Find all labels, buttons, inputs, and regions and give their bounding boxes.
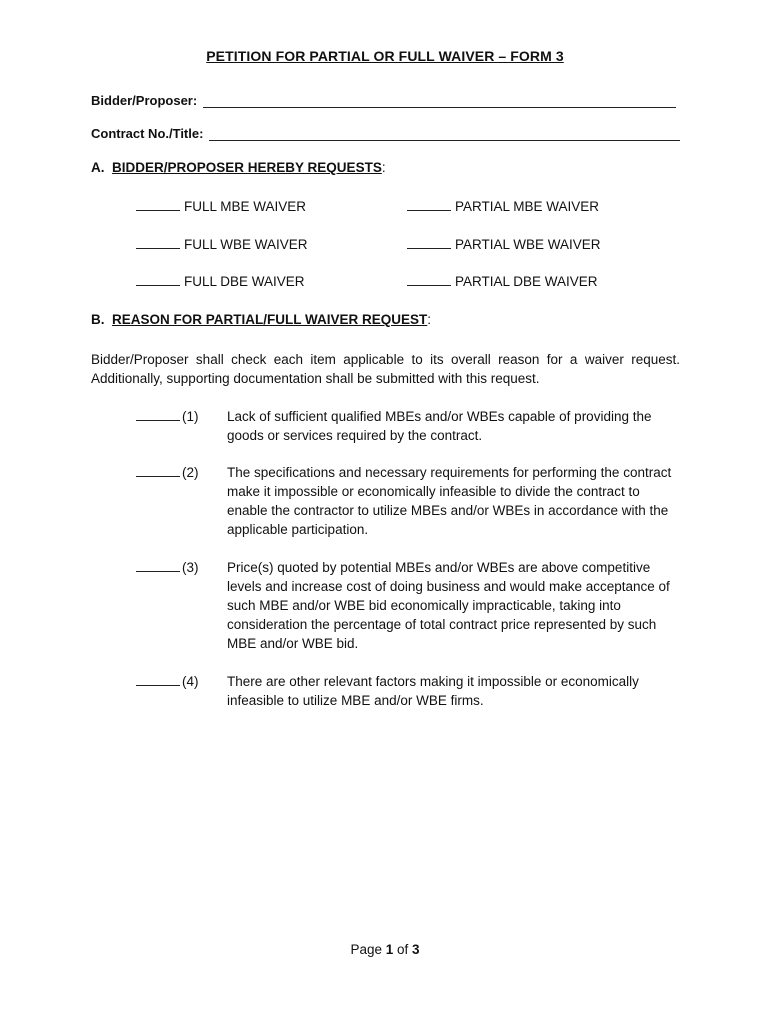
- option-full-wbe-waiver: [136, 236, 308, 252]
- reason-item-number: (2): [182, 465, 199, 480]
- page-number: [0, 942, 770, 957]
- current-page: 1: [385, 942, 394, 957]
- option-label: FULL DBE WAIVER: [184, 274, 305, 289]
- reason-item-text: Lack of sufficient qualified MBEs and/or WBEs capable of providing the goods or services required by the contract.: [227, 409, 652, 443]
- checkbox-blank-full-mbe[interactable]: [136, 198, 180, 211]
- section-b-intro: Bidder/Proposer shall check each item applicable to its overall reason for a waiver request. Additionally, supporting documentation shall be submitted with this request.: [91, 352, 680, 386]
- reason-item-2: [136, 463, 686, 541]
- checkbox-blank-partial-wbe[interactable]: [407, 236, 451, 249]
- document-title: PETITION FOR PARTIAL OR FULL WAIVER – FORM 3: [206, 48, 564, 64]
- section-b-title: REASON FOR PARTIAL/FULL WAIVER REQUEST: [112, 312, 428, 327]
- checkbox-blank-reason-2[interactable]: [136, 464, 180, 477]
- section-b-colon: :: [427, 312, 432, 327]
- section-b-heading: [91, 312, 431, 327]
- option-full-mbe-waiver: [136, 198, 306, 214]
- reason-item-number: (1): [182, 409, 199, 424]
- checkbox-blank-full-wbe[interactable]: [136, 236, 180, 249]
- bidder-proposer-input-line[interactable]: [203, 93, 676, 108]
- bidder-proposer-field: [91, 88, 676, 108]
- section-b-prefix: B.: [91, 312, 105, 327]
- contract-title-input-line[interactable]: [209, 126, 680, 141]
- option-full-dbe-waiver: [136, 273, 305, 289]
- option-partial-wbe-waiver: [407, 236, 601, 252]
- section-a-title: BIDDER/PROPOSER HEREBY REQUESTS: [112, 160, 382, 175]
- checkbox-blank-reason-3[interactable]: [136, 559, 180, 572]
- reason-item-number: (4): [182, 674, 199, 689]
- option-label: FULL MBE WAIVER: [184, 199, 307, 214]
- option-label: PARTIAL DBE WAIVER: [455, 274, 598, 289]
- reason-item-marker: [136, 558, 199, 577]
- reason-item-number: (3): [182, 560, 199, 575]
- checkbox-blank-partial-dbe[interactable]: [407, 273, 451, 286]
- section-a-heading: [91, 160, 386, 175]
- checkbox-blank-reason-1[interactable]: [136, 408, 180, 421]
- option-label: PARTIAL WBE WAIVER: [455, 237, 601, 252]
- option-partial-mbe-waiver: [407, 198, 599, 214]
- contract-title-label: Contract No./Title:: [91, 126, 204, 141]
- reason-item-1: [136, 407, 686, 447]
- reason-item-text: There are other relevant factors making it impossible or economically infeasible to utilize MBE and/or WBE firms.: [227, 674, 639, 708]
- option-label: FULL WBE WAIVER: [184, 237, 308, 252]
- total-pages: 3: [412, 942, 420, 957]
- reason-item-marker: [136, 463, 199, 482]
- of-word: of: [397, 942, 409, 957]
- reason-item-text: The specifications and necessary requirements for performing the contract make it impossible or economically infeasible to divide the contract to enable the contractor to utilize MBEs and/or WBEs in accordance with the applicable participation.: [227, 465, 672, 537]
- checkbox-blank-reason-4[interactable]: [136, 673, 180, 686]
- option-label: PARTIAL MBE WAIVER: [455, 199, 600, 214]
- checkbox-blank-full-dbe[interactable]: [136, 273, 180, 286]
- reason-item-text: Price(s) quoted by potential MBEs and/or WBEs are above competitive levels and increase cost of doing business and would make acceptance of such MBE and/or WBE bid economically impracticable, taking into consideration the percentage of total contract price represented by such MBE and/or WBE bid.: [227, 560, 670, 651]
- bidder-proposer-label: Bidder/Proposer:: [91, 93, 198, 108]
- checkbox-blank-partial-mbe[interactable]: [407, 198, 451, 211]
- reason-item-marker: [136, 672, 199, 691]
- page-word: Page: [350, 942, 382, 957]
- reason-item-marker: [136, 407, 199, 426]
- reason-item-4: [136, 672, 686, 712]
- option-partial-dbe-waiver: [407, 273, 598, 289]
- section-a-colon: :: [381, 160, 386, 175]
- reason-item-3: [136, 558, 686, 654]
- section-a-prefix: A.: [91, 160, 105, 175]
- contract-title-field: [91, 121, 680, 141]
